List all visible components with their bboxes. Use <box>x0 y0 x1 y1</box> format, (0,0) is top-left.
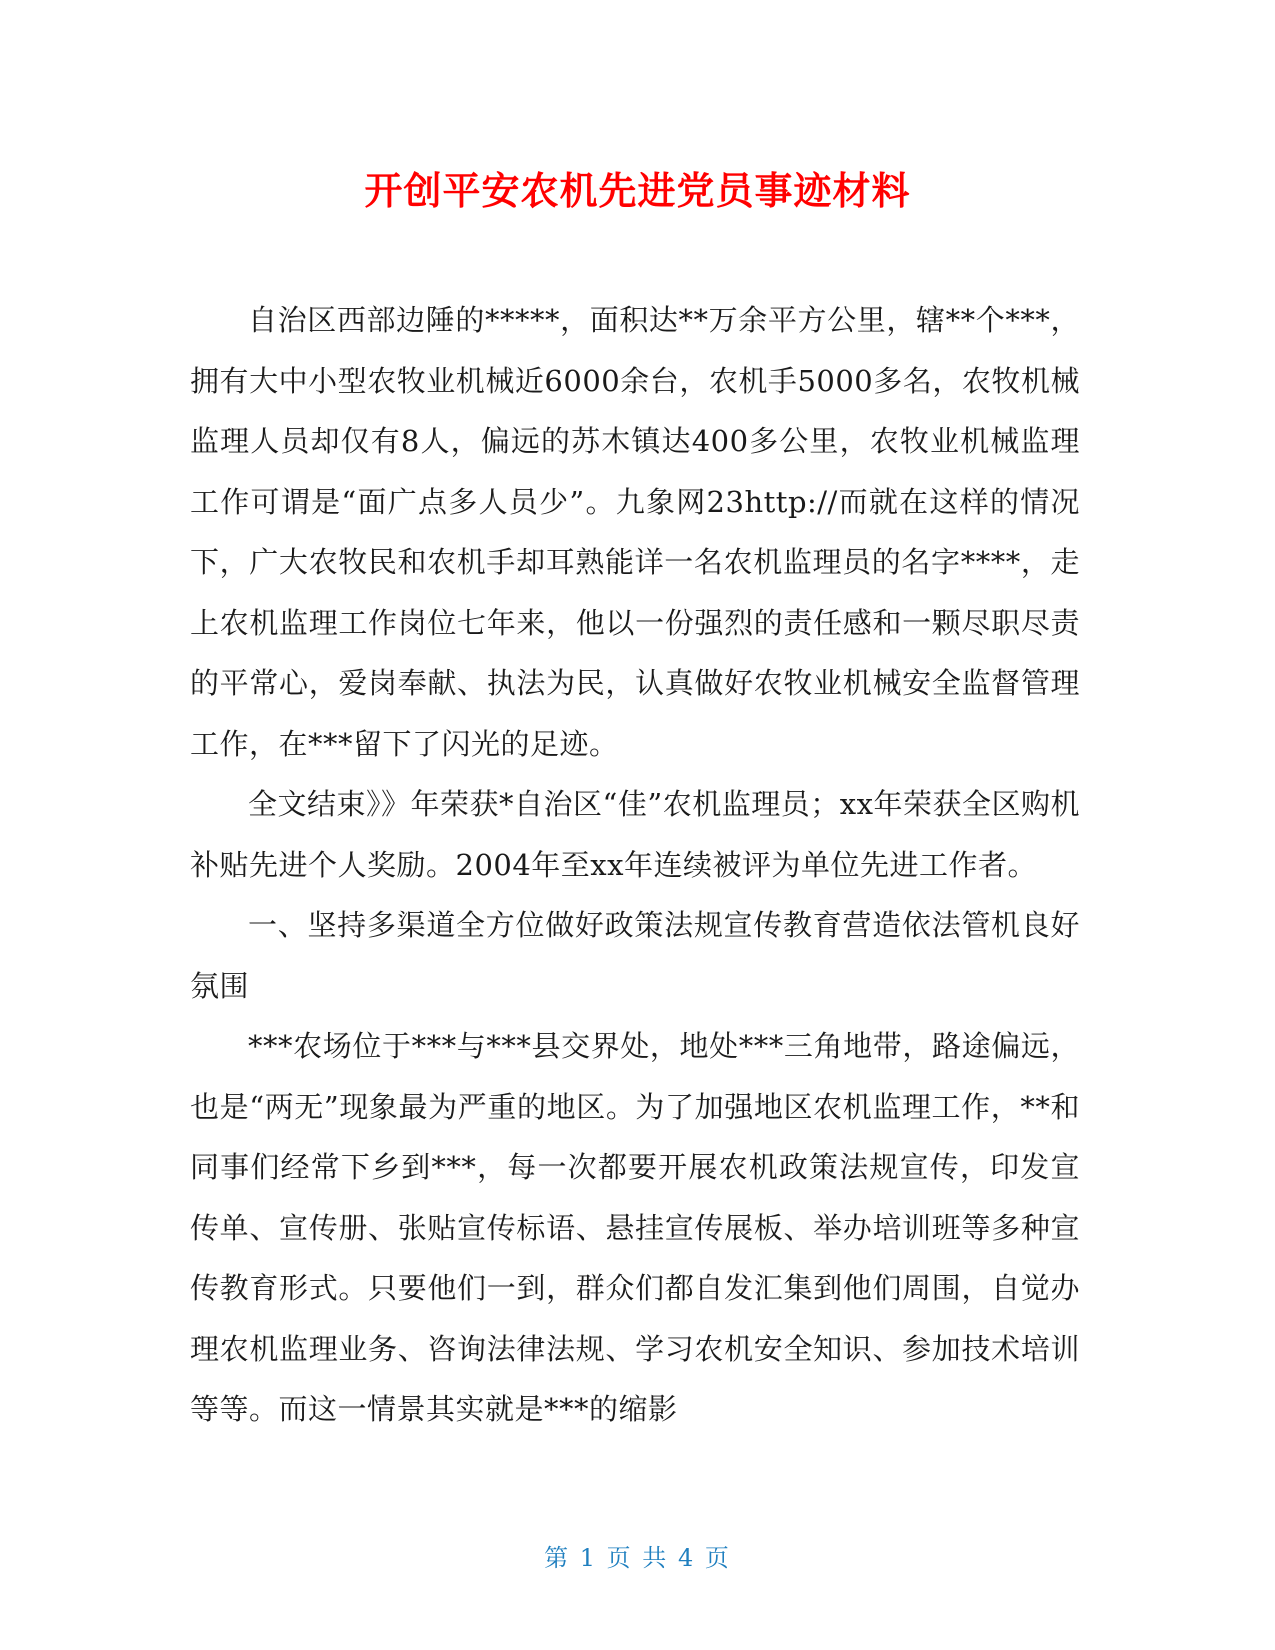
page-number-footer: 第 1 页 共 4 页 <box>544 1544 731 1572</box>
paragraph: 全文结束》》年荣获*自治区“佳”农机监理员；xx年荣获全区购机补贴先进个人奖励。2004年至xx年连续被评为单位先进工作者。 <box>190 787 1080 882</box>
document-body <box>190 290 1080 1440</box>
paragraph: ***农场位于***与***县交界处，地处***三角地带，路途偏远，也是“两无”现象最为严重的地区。为了加强地区农机监理工作，**和同事们经常下乡到***，每一次都要开展农机政策法规宣传，印发宣传单、宣传册、张贴宣传标语、悬挂宣传展板、举办培训班等多种宣传教育形式。只要他们一到，群众们都自发汇集到他们周围，自觉办理农机监理业务、咨询法律法规、学习农机安全知识、参加技术培训等等。而这一情景其实就是***的缩影 <box>190 1029 1080 1426</box>
section-heading: 一、坚持多渠道全方位做好政策法规宣传教育营造依法管机良好氛围 <box>190 908 1080 1003</box>
document-title: 开创平安农机先进党员事迹材料 <box>364 169 911 213</box>
paragraph: 自治区西部边陲的*****，面积达**万余平方公里，辖**个***，拥有大中小型农牧业机械近6000余台，农机手5000多名，农牧机械监理人员却仅有8人，偏远的苏木镇达400多公里，农牧业机械监理工作可谓是“面广点多人员少”。九象网23http://而就在这样的情况下，广大农牧民和农机手却耳熟能详一名农机监理员的名字****，走上农机监理工作岗位七年来，他以一份强烈的责任感和一颗尽职尽责的平常心，爱岗奉献、执法为民，认真做好农牧业机械安全监督管理工作，在***留下了闪光的足迹。 <box>190 303 1080 761</box>
